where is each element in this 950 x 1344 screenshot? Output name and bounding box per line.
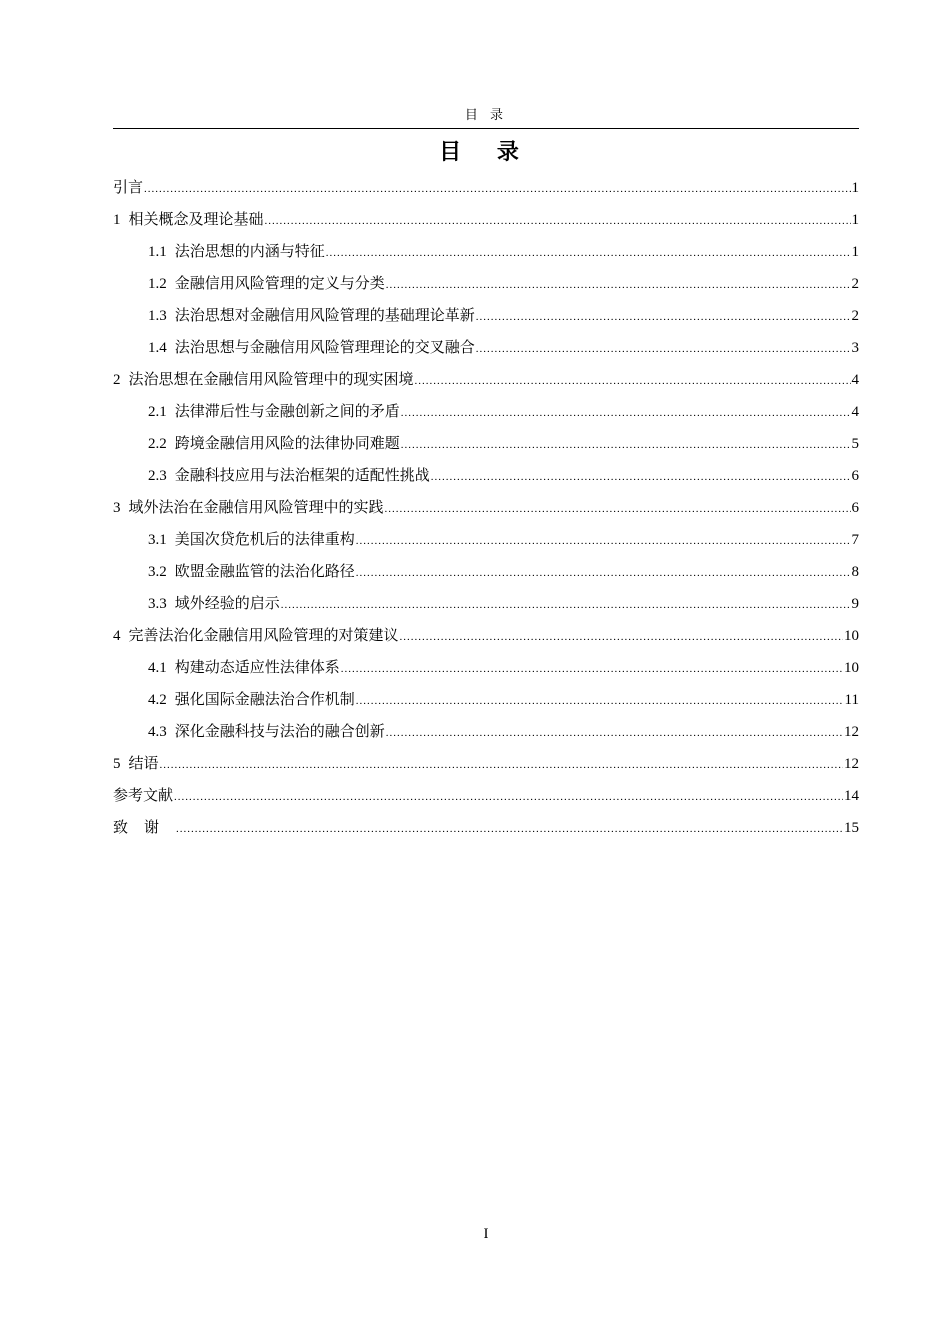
toc-entry-page: 12 <box>844 756 859 772</box>
toc-entry-number: 4 <box>113 628 121 644</box>
toc-entry-section-1-4[interactable] <box>113 331 859 363</box>
toc-leader <box>401 429 851 461</box>
toc-leader <box>356 557 851 589</box>
toc-entry-chapter-3[interactable] <box>113 491 859 523</box>
toc-entry-page: 1 <box>851 212 859 228</box>
toc-entry-page: 1 <box>851 244 859 260</box>
toc-leader <box>401 397 851 429</box>
toc-entry-chapter-1[interactable] <box>113 203 859 235</box>
toc-entry-label: 法律滞后性与金融创新之间的矛盾 <box>174 402 400 420</box>
toc-entry-number: 3 <box>113 500 121 516</box>
toc-entry-section-2-3[interactable] <box>113 459 859 491</box>
toc-entry-label: 法治思想对金融信用风险管理的基础理论革新 <box>174 306 475 324</box>
toc-entry-page: 14 <box>844 788 859 804</box>
toc-entry-page: 10 <box>844 660 859 676</box>
toc-entry-section-1-2[interactable] <box>113 267 859 299</box>
toc-entry-label: 参考文献 <box>113 786 174 804</box>
toc-leader <box>476 301 851 333</box>
toc-entry-section-1-1[interactable] <box>113 235 859 267</box>
toc-entry-label: 引言 <box>113 178 144 196</box>
toc-entry-chapter-4[interactable] <box>113 619 859 651</box>
toc-leader <box>160 749 843 781</box>
toc-entry-number: 1.2 <box>148 276 167 292</box>
toc-entry-label: 强化国际金融法治合作机制 <box>174 690 355 708</box>
toc-entry-page: 12 <box>844 724 859 740</box>
toc-entry-page: 8 <box>851 564 859 580</box>
toc-entry-section-3-2[interactable] <box>113 555 859 587</box>
toc-entry-label: 构建动态适应性法律体系 <box>174 658 340 676</box>
toc-entry-label: 完善法治化金融信用风险管理的对策建议 <box>128 626 399 644</box>
toc-entry-number: 1 <box>113 212 121 228</box>
running-header: 目 录 <box>464 108 508 123</box>
toc-entry-number: 1.1 <box>148 244 167 260</box>
toc-entry-section-4-2[interactable] <box>113 683 859 715</box>
toc-entry-page: 4 <box>851 404 859 420</box>
page-number: I <box>483 1226 489 1242</box>
toc-entry-label: 法治思想在金融信用风险管理中的现实困境 <box>128 370 414 388</box>
toc-entry-section-3-3[interactable] <box>113 587 859 619</box>
toc-entry-label: 金融信用风险管理的定义与分类 <box>174 274 385 292</box>
toc-entry-label: 域外法治在金融信用风险管理中的实践 <box>128 498 384 516</box>
toc-entry-label: 金融科技应用与法治框架的适配性挑战 <box>174 466 430 484</box>
toc-entry-references[interactable] <box>113 779 859 811</box>
toc-entry-page: 10 <box>844 628 859 644</box>
toc-entry-section-2-2[interactable] <box>113 427 859 459</box>
toc-entry-number: 2.2 <box>148 436 167 452</box>
toc-leader <box>356 685 844 717</box>
header-rule <box>113 128 859 129</box>
toc-leader <box>341 653 843 685</box>
toc-entry-page: 6 <box>851 468 859 484</box>
toc-leader <box>174 781 843 813</box>
toc-entry-number: 4.1 <box>148 660 167 676</box>
toc-entry-number: 4.3 <box>148 724 167 740</box>
toc-leader <box>176 813 843 845</box>
toc-entry-page: 6 <box>851 500 859 516</box>
toc-leader <box>415 365 851 397</box>
toc-leader <box>281 589 851 621</box>
toc-leader <box>326 237 851 269</box>
toc-leader <box>431 461 851 493</box>
toc-entry-label: 致谢 <box>113 818 176 836</box>
toc-entry-label: 域外经验的启示 <box>174 594 280 612</box>
toc-entry-page: 9 <box>851 596 859 612</box>
toc-entry-number: 2.3 <box>148 468 167 484</box>
toc-entry-number: 2 <box>113 372 121 388</box>
toc-leader <box>356 525 851 557</box>
toc-entry-label: 深化金融科技与法治的融合创新 <box>174 722 385 740</box>
toc-entry-number: 3.2 <box>148 564 167 580</box>
toc-entry-chapter-5[interactable] <box>113 747 859 779</box>
toc-entry-label: 跨境金融信用风险的法律协同难题 <box>174 434 400 452</box>
toc-entry-number: 2.1 <box>148 404 167 420</box>
toc-entry-section-4-1[interactable] <box>113 651 859 683</box>
toc-leader <box>144 173 850 205</box>
toc-entry-introduction[interactable] <box>113 171 859 203</box>
toc-entry-number: 4.2 <box>148 692 167 708</box>
toc-entry-label: 结语 <box>128 754 159 772</box>
toc-entry-number: 1.4 <box>148 340 167 356</box>
toc-entry-page: 2 <box>851 308 859 324</box>
toc-entry-label: 美国次贷危机后的法律重构 <box>174 530 355 548</box>
toc-entry-chapter-2[interactable] <box>113 363 859 395</box>
toc-entry-label: 相关概念及理论基础 <box>128 210 264 228</box>
toc-entry-number: 3.1 <box>148 532 167 548</box>
toc-entry-label: 法治思想与金融信用风险管理理论的交叉融合 <box>174 338 475 356</box>
toc-title: 目 录 <box>439 140 533 165</box>
toc-entry-number: 5 <box>113 756 121 772</box>
toc-entry-label: 法治思想的内涵与特征 <box>174 242 325 260</box>
toc-entry-page: 1 <box>851 180 859 196</box>
toc-leader <box>386 717 843 749</box>
toc-entry-label: 欧盟金融监管的法治化路径 <box>174 562 355 580</box>
toc-leader <box>476 333 851 365</box>
toc-leader <box>400 621 843 653</box>
toc-entry-number: 3.3 <box>148 596 167 612</box>
toc-entry-page: 5 <box>851 436 859 452</box>
toc-entry-page: 2 <box>851 276 859 292</box>
toc-entry-page: 15 <box>844 820 859 836</box>
toc-entry-section-4-3[interactable] <box>113 715 859 747</box>
toc-entry-section-1-3[interactable] <box>113 299 859 331</box>
toc-entry-number: 1.3 <box>148 308 167 324</box>
toc-leader <box>386 269 851 301</box>
toc-leader <box>265 205 851 237</box>
toc-entry-section-3-1[interactable] <box>113 523 859 555</box>
toc-entry-acknowledgements[interactable] <box>113 811 859 843</box>
toc-entry-page: 4 <box>851 372 859 388</box>
toc-entry-page: 7 <box>851 532 859 548</box>
toc-entry-section-2-1[interactable] <box>113 395 859 427</box>
toc-leader <box>385 493 851 525</box>
toc-entry-page: 11 <box>844 692 859 708</box>
toc-entry-page: 3 <box>851 340 859 356</box>
table-of-contents <box>113 171 859 843</box>
